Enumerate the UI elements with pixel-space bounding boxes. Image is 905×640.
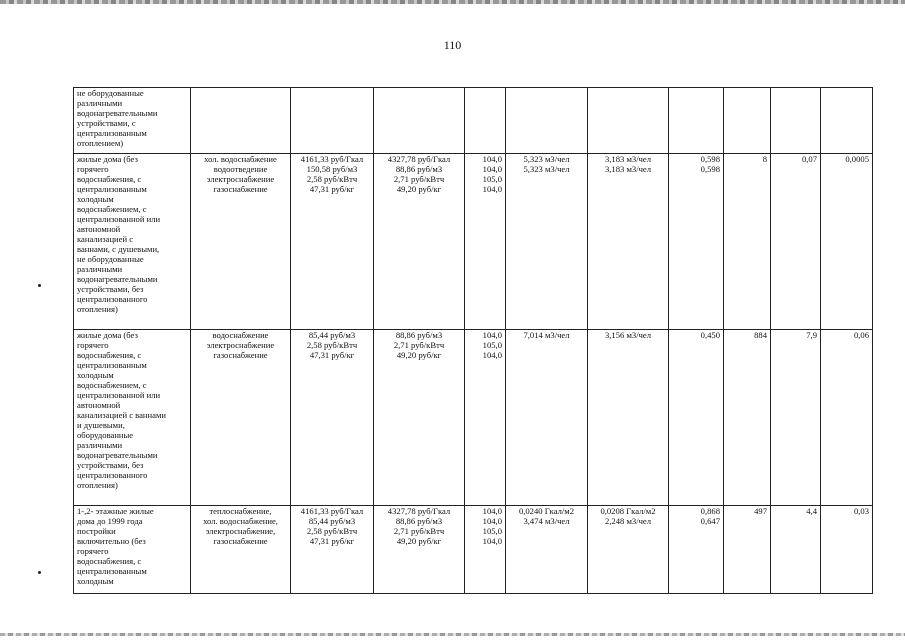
cell-services: [191, 154, 291, 330]
cell-line: 104,0: [482, 154, 502, 164]
cell-line: 0,0005: [845, 154, 869, 164]
cell-line: 104,0: [482, 330, 502, 340]
cell-line: 3,183 м3/чел: [604, 164, 652, 174]
scan-edge-top: [0, 0, 905, 4]
cell-line: централизованным: [77, 128, 147, 138]
cell-line: 0,03: [853, 506, 869, 516]
cell-line: 2,71 руб/кВтч: [393, 526, 445, 536]
cell-line: хол. водоснабжение,: [203, 516, 278, 526]
cell-line: 105,0: [482, 340, 502, 350]
cell-line: водоснабжения, с: [77, 350, 142, 360]
margin-mark: [38, 571, 41, 574]
cell-line: централизованной или: [77, 214, 161, 224]
cell-line: 3,183 м3/чел: [604, 154, 652, 164]
cell-line: централизованной или: [77, 390, 161, 400]
cell-line: 88,86 руб/м3: [395, 330, 443, 340]
cell-line: газоснабжение: [213, 350, 268, 360]
cell-line: горячего: [77, 546, 109, 556]
cell-line: 0,598: [700, 164, 720, 174]
cell-line: 49,20 руб/кг: [396, 184, 442, 194]
cell-norm-2: [588, 506, 669, 594]
cell-tariff-base: [291, 154, 374, 330]
cell-line: отоплением): [77, 138, 124, 148]
cell-line: автономной: [77, 224, 121, 234]
cell-coefficient: [669, 154, 724, 330]
cell-line: электроснабжение: [206, 340, 275, 350]
cell-line: 47,31 руб/кг: [309, 184, 355, 194]
cell-line: отопления): [77, 304, 118, 314]
cell-line: горячего: [77, 164, 109, 174]
cell-line: холодным: [77, 576, 114, 586]
cell-coefficient: [669, 330, 724, 506]
cell-building-type: [74, 154, 191, 330]
cell-line: 88,86 руб/м3: [395, 164, 443, 174]
cell-line: 0,07: [801, 154, 817, 164]
cell-line: водонагревательными: [77, 450, 158, 460]
cell-line: централизованного: [77, 294, 148, 304]
cell-count: [724, 330, 771, 506]
cell-line: 150,58 руб/м3: [306, 164, 358, 174]
cell-line: 0,0208 Гкал/м2: [600, 506, 656, 516]
cell-line: 104,0: [482, 536, 502, 546]
cell-line: 5,323 м3/чел: [523, 164, 570, 174]
cell-line: 2,58 руб/кВтч: [306, 340, 358, 350]
cell-line: 884: [754, 330, 767, 340]
cell-line: 85,44 руб/м3: [308, 516, 356, 526]
cell-line: 49,20 руб/кг: [396, 350, 442, 360]
cell-index: [465, 330, 506, 506]
page-number: 110: [443, 38, 462, 52]
cell-value-1: [771, 330, 821, 506]
cell-line: 4327,78 руб/Гкал: [387, 154, 451, 164]
table-row: [74, 330, 873, 506]
table-row: [74, 154, 873, 330]
cell-value-1: [771, 154, 821, 330]
cell-line: 104,0: [482, 516, 502, 526]
cell-line: 2,71 руб/кВтч: [393, 174, 445, 184]
cell-line: водонагревательными: [77, 274, 158, 284]
cell-line: дома до 1999 года: [77, 516, 143, 526]
cell-line: теплоснабжение,: [209, 506, 272, 516]
cell-line: 4,4: [806, 506, 817, 516]
cell-line: водонагревательными: [77, 108, 158, 118]
cell-norm-1: [506, 506, 588, 594]
cell-line: различными: [77, 440, 123, 450]
cell-index: [465, 506, 506, 594]
cell-tariff-base: [291, 330, 374, 506]
cell-tariff-new: [374, 330, 465, 506]
cell-tariff-base: [291, 506, 374, 594]
cell-line: оборудованные: [77, 430, 134, 440]
cell-line: 7,9: [806, 330, 817, 340]
cell-count: [724, 88, 771, 154]
cell-line: электроснабжение: [206, 174, 275, 184]
tariff-table: [73, 87, 873, 594]
cell-norm-2: [588, 88, 669, 154]
cell-line: 1-,2- этажные жилые: [77, 506, 154, 516]
cell-line: 49,20 руб/кг: [396, 536, 442, 546]
cell-norm-1: [506, 330, 588, 506]
cell-norm-2: [588, 154, 669, 330]
cell-tariff-base: [291, 88, 374, 154]
cell-line: хол. водоснабжение: [204, 154, 277, 164]
cell-tariff-new: [374, 88, 465, 154]
cell-line: 105,0: [482, 174, 502, 184]
cell-line: 2,58 руб/кВтч: [306, 526, 358, 536]
cell-line: канализацией с ваннами: [77, 410, 166, 420]
cell-value-2: [821, 506, 873, 594]
cell-line: 4161,33 руб/Гкал: [300, 154, 364, 164]
cell-line: 3,156 м3/чел: [604, 330, 652, 340]
cell-line: 0,868: [700, 506, 720, 516]
cell-line: 47,31 руб/кг: [309, 536, 355, 546]
cell-norm-1: [506, 154, 588, 330]
cell-line: 0,598: [700, 154, 720, 164]
cell-line: централизованным: [77, 566, 147, 576]
cell-line: водоснабжением, с: [77, 380, 147, 390]
cell-line: 0,450: [700, 330, 720, 340]
cell-line: автономной: [77, 400, 121, 410]
cell-line: централизованным: [77, 360, 147, 370]
cell-count: [724, 154, 771, 330]
cell-line: различными: [77, 98, 123, 108]
cell-line: не оборудованные: [77, 88, 144, 98]
cell-line: 85,44 руб/м3: [308, 330, 356, 340]
cell-line: 4327,78 руб/Гкал: [387, 506, 451, 516]
cell-building-type: [74, 88, 191, 154]
cell-line: централизованного: [77, 470, 148, 480]
cell-line: постройки: [77, 526, 116, 536]
cell-building-type: [74, 506, 191, 594]
cell-services: [191, 330, 291, 506]
cell-value-1: [771, 88, 821, 154]
cell-line: устройствами, с: [77, 118, 136, 128]
cell-line: различными: [77, 264, 123, 274]
cell-line: не оборудованные: [77, 254, 144, 264]
cell-line: включительно (без: [77, 536, 146, 546]
table-row: [74, 506, 873, 594]
cell-line: водоснабжением, с: [77, 204, 147, 214]
cell-line: жилые дома (без: [77, 154, 138, 164]
cell-value-2: [821, 154, 873, 330]
cell-line: 0,0240 Гкал/м2: [518, 506, 575, 516]
cell-line: 88,86 руб/м3: [395, 516, 443, 526]
margin-mark: [38, 284, 41, 287]
cell-line: водоснабжение: [212, 330, 269, 340]
cell-line: водоотведение: [213, 164, 268, 174]
cell-line: водоснабжения, с: [77, 174, 142, 184]
cell-line: жилые дома (без: [77, 330, 138, 340]
cell-line: 5,323 м3/чел: [523, 154, 570, 164]
cell-line: холодным: [77, 194, 114, 204]
cell-line: водоснабжения, с: [77, 556, 142, 566]
cell-line: холодным: [77, 370, 114, 380]
cell-line: отопления): [77, 480, 118, 490]
cell-line: централизованным: [77, 184, 147, 194]
cell-norm-2: [588, 330, 669, 506]
cell-line: 3,474 м3/чел: [523, 516, 570, 526]
cell-coefficient: [669, 88, 724, 154]
cell-line: электроснабжение,: [205, 526, 276, 536]
cell-tariff-new: [374, 154, 465, 330]
cell-line: 104,0: [482, 184, 502, 194]
cell-count: [724, 506, 771, 594]
scan-edge-bottom: [0, 633, 905, 636]
cell-value-2: [821, 88, 873, 154]
cell-line: 0,06: [853, 330, 869, 340]
cell-building-type: [74, 330, 191, 506]
cell-line: 8: [762, 154, 767, 164]
cell-line: и душевыми,: [77, 420, 125, 430]
cell-norm-1: [506, 88, 588, 154]
cell-value-2: [821, 330, 873, 506]
cell-value-1: [771, 506, 821, 594]
cell-index: [465, 154, 506, 330]
cell-line: 105,0: [482, 526, 502, 536]
cell-coefficient: [669, 506, 724, 594]
cell-line: 104,0: [482, 164, 502, 174]
cell-line: устройствами, без: [77, 284, 144, 294]
cell-index: [465, 88, 506, 154]
cell-line: устройствами, без: [77, 460, 144, 470]
cell-line: 497: [754, 506, 767, 516]
cell-line: 2,248 м3/чел: [604, 516, 652, 526]
cell-line: 7,014 м3/чел: [523, 330, 570, 340]
cell-line: 2,71 руб/кВтч: [393, 340, 445, 350]
cell-line: 104,0: [482, 506, 502, 516]
cell-services: [191, 88, 291, 154]
cell-line: 104,0: [482, 350, 502, 360]
table-row: [74, 88, 873, 154]
cell-tariff-new: [374, 506, 465, 594]
cell-line: газоснабжение: [213, 184, 268, 194]
cell-line: горячего: [77, 340, 109, 350]
cell-line: 2,58 руб/кВтч: [306, 174, 358, 184]
cell-line: ваннами, с душевыми,: [77, 244, 160, 254]
cell-services: [191, 506, 291, 594]
cell-line: 0,647: [700, 516, 720, 526]
cell-line: газоснабжение: [213, 536, 268, 546]
cell-line: 4161,33 руб/Гкал: [300, 506, 364, 516]
cell-line: 47,31 руб/кг: [309, 350, 355, 360]
cell-line: канализацией с: [77, 234, 134, 244]
